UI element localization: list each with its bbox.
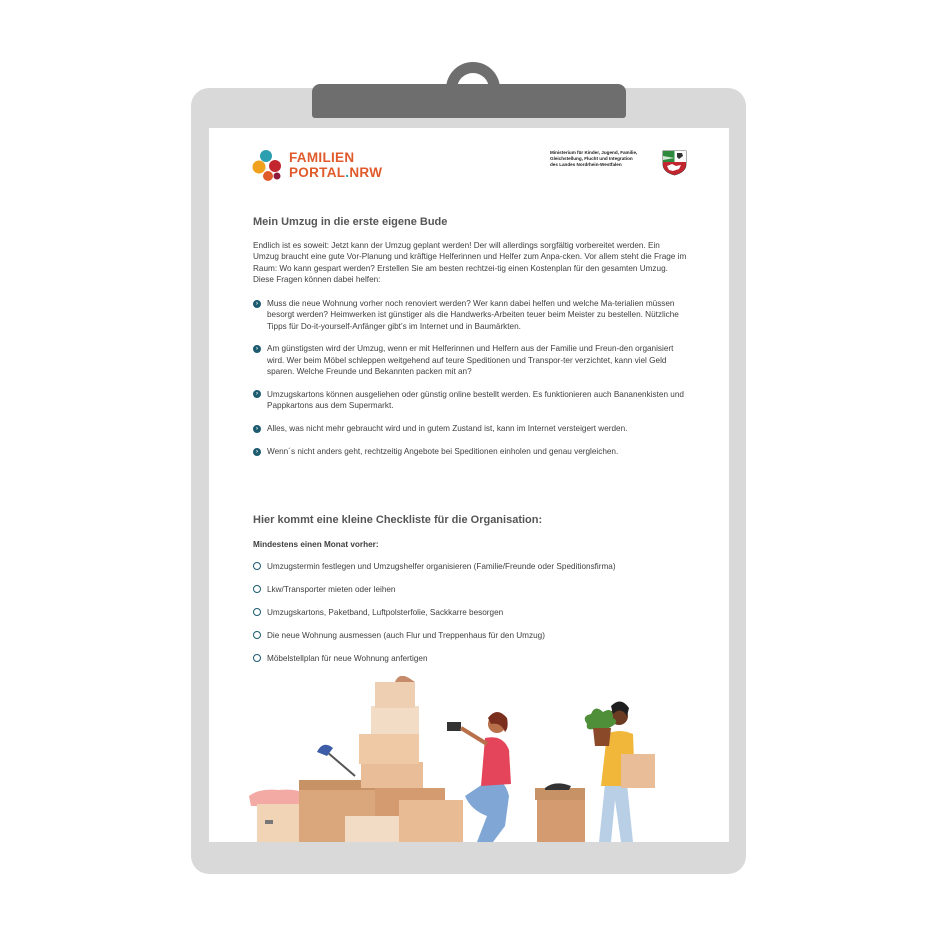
chevron-right-circle-icon: › — [253, 345, 261, 353]
list-item-text: Alles, was nicht mehr gebraucht wird und in gutem Zustand ist, kann im Internet versteigert werden. — [267, 424, 628, 434]
person-seated-icon — [465, 780, 509, 842]
phone-icon — [447, 722, 461, 731]
list-item-text: Umzugskartons können ausgeliehen oder günstig online bestellt werden. Es funktionieren auch Bananenkisten und Pappkartons aus dem Supermarkt. — [267, 389, 684, 411]
logo-wordmark — [289, 150, 382, 180]
list-item — [253, 343, 687, 377]
logo-line2 — [289, 165, 382, 180]
clipboard-clip — [312, 84, 626, 118]
empty-circle-checkbox-icon[interactable] — [253, 631, 261, 639]
ministry-line3: des Landes Nordrhein-Westfalen — [550, 162, 622, 167]
chevron-right-circle-icon: › — [253, 425, 261, 433]
checklist-item-text: Die neue Wohnung ausmessen (auch Flur und Treppenhaus für den Umzug) — [267, 631, 545, 640]
ministry-line2: Gleichstellung, Flucht und Integration — [550, 156, 633, 161]
plant-icon — [585, 708, 616, 729]
checklist-item-text: Lkw/Transporter mieten oder leihen — [267, 585, 396, 594]
checklist-item[interactable] — [253, 561, 703, 572]
logo-nrw: NRW — [349, 165, 383, 180]
box-icon — [375, 682, 415, 708]
list-item — [253, 446, 687, 457]
chevron-right-circle-icon: › — [253, 300, 261, 308]
tips-list — [253, 298, 687, 469]
moving-boxes-people-illustration — [209, 676, 729, 842]
box-icon — [399, 800, 463, 842]
empty-circle-checkbox-icon[interactable] — [253, 654, 261, 662]
list-item — [253, 389, 687, 412]
section-title-umzug: Mein Umzug in die erste eigene Bude — [253, 216, 448, 228]
checklist-item-text: Möbelstellplan für neue Wohnung anfertigen — [267, 654, 428, 663]
list-item-text: Muss die neue Wohnung vorher noch renoviert werden? Wer kann dabei helfen und welche Ma-terialien müssen besorgt werden? Heimwerken ist günstiger als die Handwerks-Arbeiten teuer beim Meister zu bestellen. Nützliche Tipps für Do-it-yourself-Anfänger gibt’s im Internet und in Baumärkten. — [267, 299, 679, 331]
intro-paragraph: Endlich ist es soweit: Jetzt kann der Umzug geplant werden! Der will allerdings sorgfältig vorbereitet werden. Ein Umzug braucht eine gute Vor-Planung und kräftige Helferinnen und Helfer zum Anpa-cken. Vor allem steht die Frage im Raum: Wo kann gespart werden? Erstellen Sie am besten rechtzei-tig einen Kostenplan für den gesamten Umzug. Diese Fragen können dabei helfen: — [253, 241, 687, 284]
checklist-item[interactable] — [253, 630, 703, 641]
logo-dot: . — [345, 165, 350, 180]
logo-portal: PORTAL — [289, 165, 346, 180]
checklist-item-text: Umzugstermin festlegen und Umzugshelfer organisieren (Familie/Freunde oder Speditionsfirma) — [267, 562, 616, 571]
ministry-line1: Ministerium für Kinder, Jugend, Familie, — [550, 150, 638, 155]
person-standing-icon — [599, 784, 633, 842]
box-icon — [361, 762, 423, 788]
empty-circle-checkbox-icon[interactable] — [253, 608, 261, 616]
checklist-item[interactable] — [253, 607, 703, 618]
box-icon — [621, 754, 655, 788]
empty-circle-checkbox-icon[interactable] — [253, 585, 261, 593]
list-item — [253, 298, 687, 332]
checklist — [253, 561, 703, 676]
chevron-right-circle-icon: › — [253, 390, 261, 398]
ministry-name — [550, 150, 662, 168]
section-title-checklist: Hier kommt eine kleine Checkliste für die Organisation: — [253, 514, 543, 526]
cat-icon — [395, 676, 415, 682]
list-item-text: Wenn´s nicht anders geht, rechtzeitig Angebote bei Speditionen einholen und genau vergleichen. — [267, 447, 619, 457]
list-item — [253, 423, 687, 434]
checklist-item-text: Umzugskartons, Paketband, Luftpolsterfolie, Sackkarre besorgen — [267, 608, 504, 617]
empty-circle-checkbox-icon[interactable] — [253, 562, 261, 570]
logo-line1: FAMILIEN — [289, 150, 355, 165]
chevron-right-circle-icon: › — [253, 448, 261, 456]
list-item-text: Am günstigsten wird der Umzug, wenn er mit Helferinnen und Helfern aus der Familie und Freun-den organisiert wird. Wer beim Möbel schleppen weitgehend auf teure Speditionen und Transpor-ter verzichtet, kann viel Geld sparen. Welche Freunde und Bekannten packen mit an? — [267, 344, 674, 377]
checklist-subhead: Mindestens einen Monat vorher: — [253, 540, 379, 549]
document-page — [209, 128, 729, 842]
box-icon — [371, 706, 419, 734]
nrw-crest-icon — [662, 150, 687, 176]
box-icon — [359, 734, 419, 764]
checklist-item[interactable] — [253, 584, 703, 595]
box-icon — [537, 798, 585, 842]
checklist-item[interactable] — [253, 653, 703, 664]
